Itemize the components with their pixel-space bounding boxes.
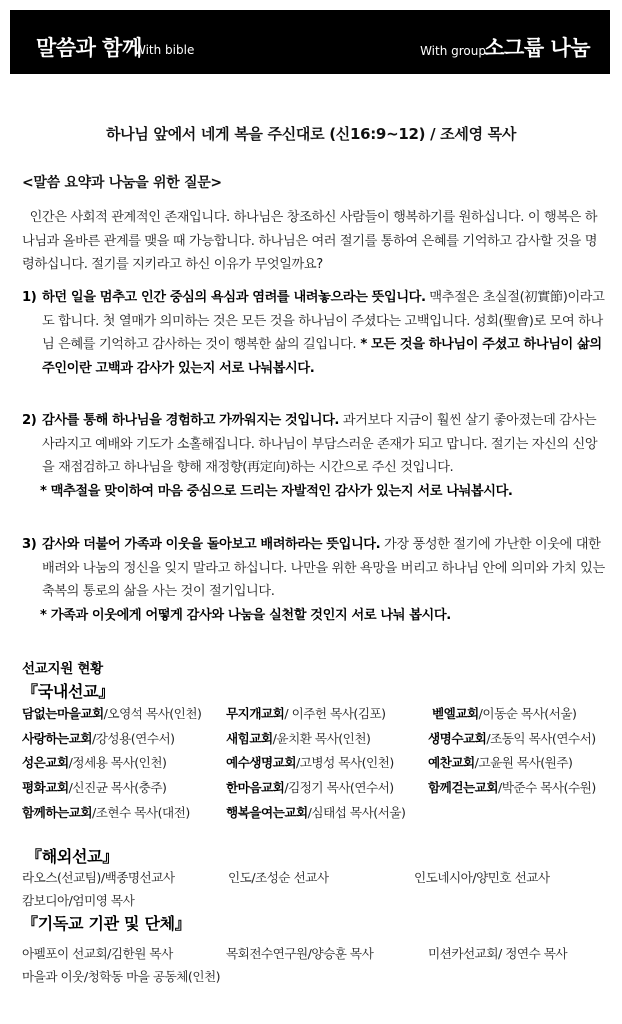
header-left-title: 말씀과 함께 [36,36,142,60]
item-text: 가장 풍성한 절기에 가난한 이웃에 대한 배려와 나눔의 정신을 잊지 말라고 하십니다. 나만을 위한 욕망을 버리고 하나님 안에 의미와 가치 있는 축복의 통로의 삶을 사는 것이 절기입니다. [42,537,605,599]
mission-entry: 목회전수연구원/양승훈 목사 [226,946,374,961]
mission-entry: 마을과 이웃/청학동 마을 공동체(인천) [22,969,221,984]
item-lead: 감사와 더불어 가족과 이웃을 돌아보고 배려하라는 뜻입니다. [42,537,381,552]
pastor-info: /윤치환 목사(인천) [272,731,371,746]
church-name: 행복을여는교회 [226,805,308,820]
church-name: 사랑하는교회 [22,731,92,746]
church-name: 예수생명교회 [226,755,296,770]
church-name: 담없는마을교회 [22,706,104,721]
mission-entry [226,728,370,747]
church-name: 성은교회 [22,755,69,770]
organizations-title: 『기독교 기관 및 단체』 [22,914,191,933]
question-item-2 [22,409,607,503]
item-discussion: * 맥추절을 맞이하여 마음 중심으로 드리는 자발적인 감사가 있는지 서로 나눠봅시다. [40,483,513,499]
mission-entry [432,703,576,722]
header-banner [10,10,610,74]
item-discussion: * 가족과 이웃에게 어떻게 감사와 나눔을 실천할 것인지 서로 나눠 봅시다. [40,607,451,623]
intro-paragraph [22,206,607,277]
mission-entry: 아펠포이 선교회/김한원 목사 [22,946,173,961]
church-name: 벧엘교회 [432,706,479,721]
church-name: 한마음교회 [226,780,285,795]
church-name: 함께하는교회 [22,805,92,820]
item-number: 1) [22,290,37,305]
mission-entry [22,777,166,796]
item-number: 3) [22,537,37,552]
mission-entry [22,728,175,747]
item-text: 맥추절은 초실절(初實節)이라고도 합니다. 첫 열매가 의미하는 것은 모든 것을 하나님이 주셨다는 고백입니다. 성회(聖會)로 모여 하나님 은혜를 기억하고 감사하는 것이 행복한 삶의 길입니다. [42,290,605,352]
item-number: 2) [22,413,37,428]
pastor-info: /강성용(연수서) [92,731,175,746]
sermon-title: 하나님 앞에서 네게 복을 주신대로 (신16:9~12) / 조세영 목사 [105,125,517,143]
pastor-info: / 이주헌 목사(김포) [284,706,386,721]
item-lead: 하던 일을 멈추고 인간 중심의 욕심과 염려를 내려놓으라는 뜻입니다. [42,290,426,305]
pastor-info: /조동익 목사(연수서) [486,731,596,746]
church-name: 새힘교회 [226,731,273,746]
pastor-info: /심태섭 목사(서울) [307,805,406,820]
mission-entry [22,802,190,821]
mission-entry [226,777,394,796]
header-left-subtitle: With bible [134,43,195,57]
pastor-info: /신진균 목사(충주) [68,780,167,795]
mission-entry [226,752,394,771]
church-name: 함께걷는교회 [428,780,498,795]
mission-entry: 미션카선교회/ 정연수 목사 [428,946,568,961]
mission-entry [22,703,201,722]
church-name: 생명수교회 [428,731,487,746]
mission-entry [22,752,166,771]
mission-entry [428,728,596,747]
item-text: 과거보다 지금이 훨씬 살기 좋아졌는데 감사는 사라지고 예배와 기도가 소홀해집니다. 하나님이 부담스러운 존재가 되고 맙니다. 절기는 자신의 신앙을 재점검하고 하나님을 향해 재정향(再定向)하는 시간으로 주신 것입니다. [42,413,598,475]
question-item-3 [22,533,607,627]
questions-heading: <말씀 요약과 나눔을 위한 질문> [22,175,222,191]
pastor-info: /조현수 목사(대전) [92,805,190,820]
mission-entry [226,802,405,821]
pastor-info: /고병성 목사(인천) [296,755,394,770]
church-name: 평화교회 [22,780,69,795]
item-lead: 감사를 통해 하나님을 경험하고 가까워지는 것입니다. [42,413,340,428]
pastor-info: /고윤원 목사(원주) [474,755,573,770]
header-right-title: 소그룹 나눔 [484,36,590,60]
church-name: 예찬교회 [428,755,475,770]
mission-entry [428,777,596,796]
pastor-info: /정세용 목사(인천) [68,755,167,770]
question-item-1 [22,286,607,380]
mission-entry: 라오스(선교팀)/백종명선교사 [22,870,175,885]
missions-heading: 선교지원 현황 [22,661,103,677]
mission-entry [226,703,386,722]
mission-entry: 인도/조성순 선교사 [228,870,329,885]
header-right-subtitle: With group [420,44,486,58]
pastor-info: /이동순 목사(서울) [478,706,577,721]
pastor-info: /오영석 목사(인천) [103,706,202,721]
overseas-missions-title: 『해외선교』 [26,847,119,866]
item-discussion: * 모든 것을 하나님이 주셨고 하나님이 삶의 주인이란 고백과 감사가 있는지 서로 나눠봅시다. [42,337,602,376]
intro-text: 인간은 사회적 관계적인 존재입니다. 하나님은 창조하신 사람들이 행복하기를 원하십니다. 이 행복은 하나님과 올바른 관계를 맺을 때 가능합니다. 하나님은 여러 절기를 통하여 은혜를 기억하고 감사할 것을 명령하십니다. 절기를 지키라고 하신 이유가 무엇일까요? [22,210,598,272]
church-name: 무지개교회 [226,706,285,721]
mission-entry: 캄보디아/엄미영 목사 [22,893,135,908]
mission-entry [428,752,572,771]
pastor-info: /김정기 목사(연수서) [284,780,394,795]
mission-entry: 인도네시아/양민호 선교사 [414,870,550,885]
domestic-missions-title: 『국내선교』 [22,682,115,701]
pastor-info: /박준수 목사(수원) [498,780,596,795]
